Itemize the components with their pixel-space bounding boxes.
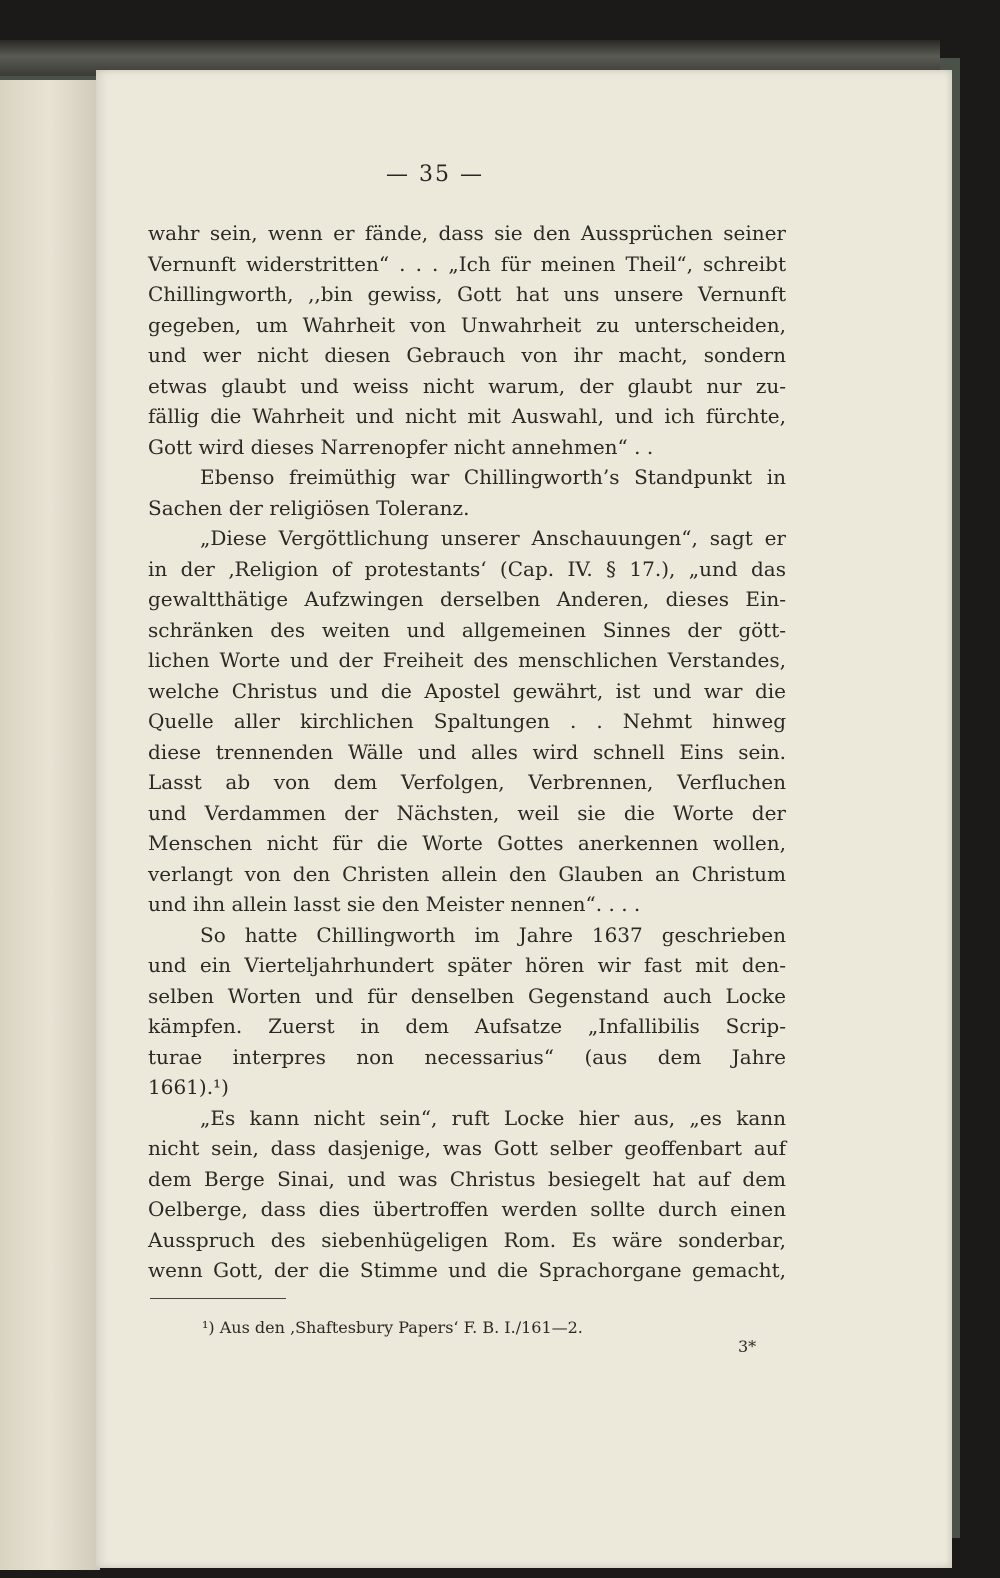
text-line: Sachen der religiösen Toleranz. (148, 495, 470, 520)
text-line: 1661).¹) (148, 1075, 229, 1099)
text-line: in der ‚Religion of protestants‘ (Cap. IV. § 17.), „und das (148, 556, 786, 581)
text-line: Vernunft widerstritten“ . . . „Ich für meinen Theil“, schreibt (148, 251, 786, 276)
text-line: und wer nicht diesen Gebrauch von ihr macht, sondern (148, 343, 786, 367)
text-line: lichen Worte und der Freiheit des menschlichen Verstandes, (148, 648, 786, 672)
text-line: turae interpres non necessarius“ (aus dem Jahre (148, 1044, 786, 1069)
text-line: und ihn allein lasst sie den Meister nennen“. . . . (148, 892, 641, 916)
page-body (148, 218, 786, 1286)
text-line: Quelle aller kirchlichen Spaltungen . . Nehmt hinweg (148, 709, 786, 733)
text-line: kämpfen. Zuerst in dem Aufsatze „Infallibilis Scrip- (148, 1014, 786, 1038)
text-line: nicht sein, dass dasjenige, was Gott selber geoffenbart auf (148, 1136, 786, 1160)
footnote: ¹) Aus den ‚Shaftesbury Papers‘ F. B. I./161—2. (202, 1318, 583, 1337)
text-line: Lasst ab von dem Verfolgen, Verbrennen, Verfluchen (148, 770, 786, 794)
text-line: Ebenso freimüthig war Chillingworth’s Standpunkt in (200, 465, 786, 489)
text-line: und ein Vierteljahrhundert später hören wir fast mit den- (148, 953, 786, 977)
text-line: Ausspruch des siebenhügeligen Rom. Es wäre sonderbar, (148, 1227, 786, 1252)
footnote-rule (150, 1298, 286, 1299)
text-line: gewaltthätige Aufzwingen derselben Anderen, dieses Ein- (148, 587, 786, 611)
text-line: Oelberge, dass dies übertroffen werden sollte durch einen (148, 1197, 786, 1221)
text-line: verlangt von den Christen allein den Glauben an Christum (148, 861, 786, 886)
text-line: wahr sein, wenn er fände, dass sie den Aussprüchen seiner (148, 221, 786, 245)
text-line: „Diese Vergöttlichung unserer Anschauungen“, sagt er (200, 526, 786, 550)
text-line: „Es kann nicht sein“, ruft Locke hier aus, „es kann (200, 1105, 786, 1130)
signature-mark: 3* (738, 1337, 757, 1356)
text-line: Gott wird dieses Narrenopfer nicht annehmen“ . . (148, 434, 654, 459)
text-line: etwas glaubt und weiss nicht warum, der glaubt nur zu- (148, 373, 786, 398)
page-number: — 35 — (386, 162, 484, 187)
text-line: So hatte Chillingworth im Jahre 1637 geschrieben (200, 922, 786, 947)
text-line: Chillingworth, ,,bin gewiss, Gott hat uns unsere Vernunft (148, 282, 786, 306)
text-line: welche Christus und die Apostel gewährt, ist und war die (148, 678, 786, 703)
facing-page-edge (0, 80, 100, 1570)
text-line: Menschen nicht für die Worte Gottes anerkennen wollen, (148, 831, 786, 855)
text-line: wenn Gott, der die Stimme und die Sprachorgane gemacht, (148, 1258, 786, 1282)
text-line: schränken des weiten und allgemeinen Sinnes der gött- (148, 617, 786, 642)
text-line: fällig die Wahrheit und nicht mit Auswahl, und ich fürchte, (148, 404, 786, 428)
text-line: dem Berge Sinai, und was Christus besiegelt hat auf dem (148, 1166, 786, 1191)
text-line: gegeben, um Wahrheit von Unwahrheit zu unterscheiden, (148, 312, 786, 337)
text-line: und Verdammen der Nächsten, weil sie die Worte der (148, 800, 786, 825)
text-line: selben Worten und für denselben Gegenstand auch Locke (148, 983, 786, 1008)
text-line: diese trennenden Wälle und alles wird schnell Eins sein. (148, 739, 786, 764)
